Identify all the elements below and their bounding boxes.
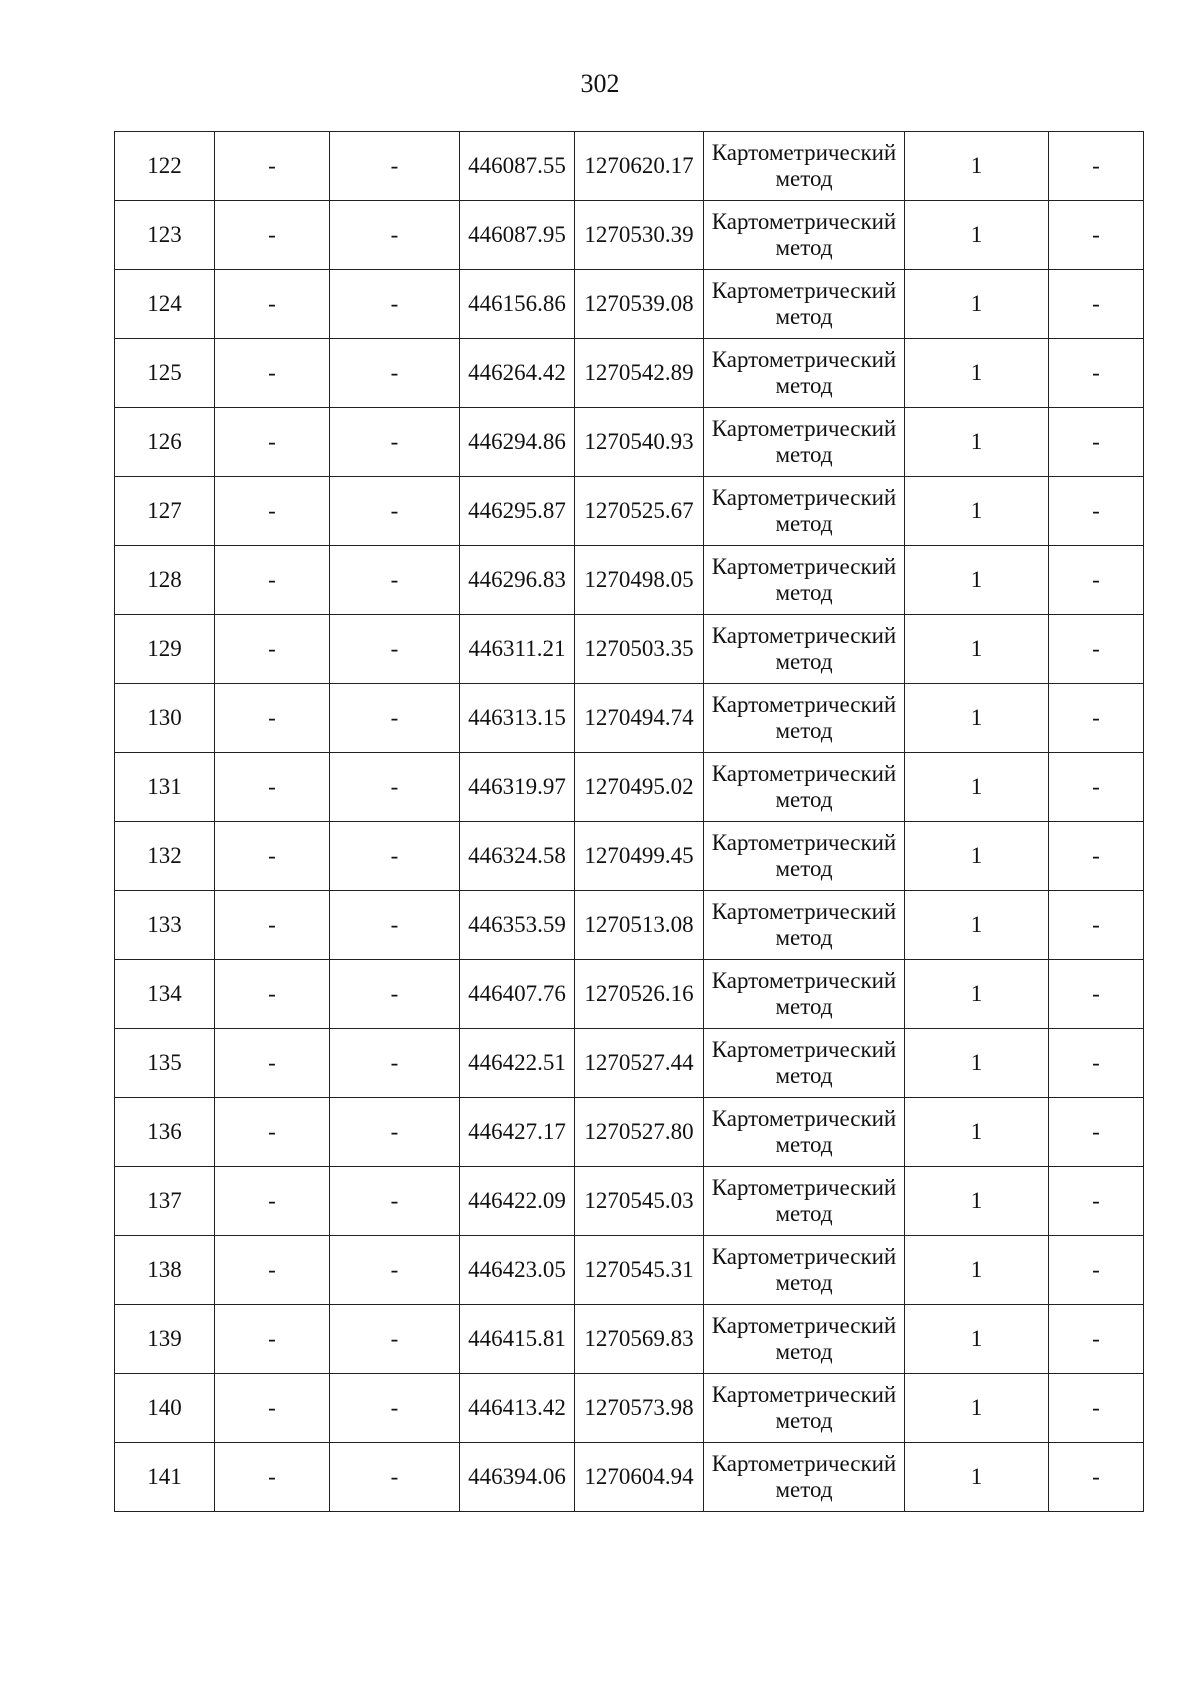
x-coordinate-cell: 446311.21 [460,615,575,684]
method-line-2: метод [775,373,833,398]
dash-cell: - [330,1305,460,1374]
point-number-cell: 128 [115,546,215,615]
x-coordinate-cell: 446087.55 [460,132,575,201]
table-row [115,684,1144,753]
method-cell [704,408,905,477]
x-coordinate-cell: 446313.15 [460,684,575,753]
method-cell [704,339,905,408]
x-coordinate-cell: 446427.17 [460,1098,575,1167]
method-cell [704,1443,905,1512]
x-coordinate-cell: 446413.42 [460,1374,575,1443]
table-row [115,822,1144,891]
coordinates-table [114,131,1144,1512]
dash-cell: - [1049,960,1144,1029]
method-cell [704,546,905,615]
dash-cell: - [1049,1167,1144,1236]
x-coordinate-cell: 446353.59 [460,891,575,960]
dash-cell: - [1049,1029,1144,1098]
dash-cell: - [330,891,460,960]
dash-cell: - [215,408,330,477]
point-number-cell: 130 [115,684,215,753]
accuracy-cell: 1 [905,132,1049,201]
accuracy-cell: 1 [905,408,1049,477]
table-row [115,477,1144,546]
method-line-2: метод [775,235,833,260]
accuracy-cell: 1 [905,684,1049,753]
method-line-2: метод [775,1477,833,1502]
method-line-1: Картометрический [711,1175,897,1200]
dash-cell: - [215,753,330,822]
x-coordinate-cell: 446264.42 [460,339,575,408]
method-line-1: Картометрический [711,692,897,717]
method-line-1: Картометрический [711,554,897,579]
y-coordinate-cell: 1270498.05 [575,546,704,615]
method-line-2: метод [775,1408,833,1433]
accuracy-cell: 1 [905,546,1049,615]
y-coordinate-cell: 1270545.31 [575,1236,704,1305]
table-row [115,960,1144,1029]
method-line-1: Картометрический [711,1382,897,1407]
accuracy-cell: 1 [905,891,1049,960]
point-number-cell: 134 [115,960,215,1029]
dash-cell: - [1049,684,1144,753]
dash-cell: - [1049,477,1144,546]
method-line-2: метод [775,580,833,605]
dash-cell: - [330,615,460,684]
point-number-cell: 123 [115,201,215,270]
method-line-1: Картометрический [711,485,897,510]
y-coordinate-cell: 1270513.08 [575,891,704,960]
dash-cell: - [1049,132,1144,201]
accuracy-cell: 1 [905,477,1049,546]
method-cell [704,960,905,1029]
dash-cell: - [330,408,460,477]
page-number: 302 [580,69,620,98]
method-line-2: метод [775,166,833,191]
method-line-2: метод [775,718,833,743]
x-coordinate-cell: 446087.95 [460,201,575,270]
dash-cell: - [1049,201,1144,270]
y-coordinate-cell: 1270545.03 [575,1167,704,1236]
method-line-1: Картометрический [711,1244,897,1269]
dash-cell: - [330,270,460,339]
method-line-1: Картометрический [711,968,897,993]
table-body [115,132,1144,1512]
method-line-2: метод [775,511,833,536]
method-line-2: метод [775,994,833,1019]
method-cell [704,270,905,339]
y-coordinate-cell: 1270530.39 [575,201,704,270]
y-coordinate-cell: 1270527.80 [575,1098,704,1167]
method-cell [704,753,905,822]
method-line-2: метод [775,649,833,674]
y-coordinate-cell: 1270495.02 [575,753,704,822]
dash-cell: - [215,132,330,201]
point-number-cell: 124 [115,270,215,339]
method-cell [704,615,905,684]
table-row [115,339,1144,408]
point-number-cell: 133 [115,891,215,960]
dash-cell: - [215,1167,330,1236]
method-cell [704,891,905,960]
dash-cell: - [1049,1305,1144,1374]
accuracy-cell: 1 [905,270,1049,339]
method-line-2: метод [775,856,833,881]
table-row [115,132,1144,201]
method-cell [704,1098,905,1167]
dash-cell: - [330,1167,460,1236]
accuracy-cell: 1 [905,753,1049,822]
dash-cell: - [215,684,330,753]
point-number-cell: 137 [115,1167,215,1236]
table-row [115,1305,1144,1374]
point-number-cell: 127 [115,477,215,546]
table-row [115,201,1144,270]
dash-cell: - [330,1098,460,1167]
table-row [115,891,1144,960]
point-number-cell: 122 [115,132,215,201]
method-line-1: Картометрический [711,209,897,234]
method-line-1: Картометрический [711,1451,897,1476]
dash-cell: - [215,1305,330,1374]
method-line-2: метод [775,1063,833,1088]
accuracy-cell: 1 [905,615,1049,684]
table-row [115,1029,1144,1098]
dash-cell: - [1049,1236,1144,1305]
table-row [115,615,1144,684]
table-row [115,1236,1144,1305]
dash-cell: - [1049,1374,1144,1443]
accuracy-cell: 1 [905,1098,1049,1167]
dash-cell: - [330,201,460,270]
dash-cell: - [215,270,330,339]
dash-cell: - [215,546,330,615]
dash-cell: - [1049,408,1144,477]
point-number-cell: 131 [115,753,215,822]
dash-cell: - [215,339,330,408]
accuracy-cell: 1 [905,1029,1049,1098]
method-line-1: Картометрический [711,899,897,924]
dash-cell: - [215,1098,330,1167]
dash-cell: - [330,546,460,615]
dash-cell: - [330,477,460,546]
dash-cell: - [215,615,330,684]
dash-cell: - [330,339,460,408]
dash-cell: - [330,684,460,753]
table-row [115,546,1144,615]
dash-cell: - [1049,822,1144,891]
method-line-2: метод [775,442,833,467]
method-line-2: метод [775,1339,833,1364]
point-number-cell: 135 [115,1029,215,1098]
y-coordinate-cell: 1270526.16 [575,960,704,1029]
table-row [115,270,1144,339]
accuracy-cell: 1 [905,201,1049,270]
dash-cell: - [1049,546,1144,615]
method-line-1: Картометрический [711,347,897,372]
method-cell [704,1305,905,1374]
x-coordinate-cell: 446296.83 [460,546,575,615]
method-line-1: Картометрический [711,140,897,165]
method-line-2: метод [775,1132,833,1157]
dash-cell: - [215,891,330,960]
dash-cell: - [330,1443,460,1512]
method-line-1: Картометрический [711,278,897,303]
dash-cell: - [1049,270,1144,339]
method-cell [704,201,905,270]
dash-cell: - [330,1374,460,1443]
y-coordinate-cell: 1270620.17 [575,132,704,201]
dash-cell: - [1049,1098,1144,1167]
method-line-1: Картометрический [711,623,897,648]
method-cell [704,1167,905,1236]
x-coordinate-cell: 446324.58 [460,822,575,891]
table-row [115,408,1144,477]
method-line-2: метод [775,304,833,329]
dash-cell: - [330,132,460,201]
method-cell [704,1029,905,1098]
y-coordinate-cell: 1270527.44 [575,1029,704,1098]
point-number-cell: 141 [115,1443,215,1512]
table-row [115,1374,1144,1443]
accuracy-cell: 1 [905,822,1049,891]
dash-cell: - [215,1374,330,1443]
accuracy-cell: 1 [905,960,1049,1029]
method-line-1: Картометрический [711,1106,897,1131]
y-coordinate-cell: 1270542.89 [575,339,704,408]
accuracy-cell: 1 [905,1443,1049,1512]
method-line-2: метод [775,925,833,950]
point-number-cell: 136 [115,1098,215,1167]
method-cell [704,1236,905,1305]
dash-cell: - [215,1029,330,1098]
y-coordinate-cell: 1270604.94 [575,1443,704,1512]
method-line-1: Картометрический [711,1037,897,1062]
x-coordinate-cell: 446407.76 [460,960,575,1029]
method-cell [704,1374,905,1443]
dash-cell: - [330,753,460,822]
point-number-cell: 139 [115,1305,215,1374]
point-number-cell: 126 [115,408,215,477]
x-coordinate-cell: 446394.06 [460,1443,575,1512]
table-row [115,1167,1144,1236]
method-line-1: Картометрический [711,761,897,786]
y-coordinate-cell: 1270499.45 [575,822,704,891]
x-coordinate-cell: 446156.86 [460,270,575,339]
x-coordinate-cell: 446415.81 [460,1305,575,1374]
y-coordinate-cell: 1270540.93 [575,408,704,477]
dash-cell: - [215,1236,330,1305]
point-number-cell: 140 [115,1374,215,1443]
method-line-1: Картометрический [711,830,897,855]
dash-cell: - [1049,1443,1144,1512]
method-line-2: метод [775,1270,833,1295]
accuracy-cell: 1 [905,1305,1049,1374]
dash-cell: - [330,822,460,891]
accuracy-cell: 1 [905,1236,1049,1305]
y-coordinate-cell: 1270539.08 [575,270,704,339]
dash-cell: - [1049,339,1144,408]
table-row [115,1098,1144,1167]
dash-cell: - [330,1029,460,1098]
x-coordinate-cell: 446319.97 [460,753,575,822]
y-coordinate-cell: 1270569.83 [575,1305,704,1374]
table-row [115,1443,1144,1512]
point-number-cell: 129 [115,615,215,684]
dash-cell: - [1049,615,1144,684]
point-number-cell: 125 [115,339,215,408]
method-cell [704,684,905,753]
table-row [115,753,1144,822]
x-coordinate-cell: 446294.86 [460,408,575,477]
method-cell [704,132,905,201]
dash-cell: - [215,960,330,1029]
method-line-1: Картометрический [711,1313,897,1338]
dash-cell: - [330,1236,460,1305]
method-line-2: метод [775,787,833,812]
accuracy-cell: 1 [905,1374,1049,1443]
x-coordinate-cell: 446423.05 [460,1236,575,1305]
dash-cell: - [215,201,330,270]
method-line-1: Картометрический [711,416,897,441]
method-cell [704,822,905,891]
point-number-cell: 138 [115,1236,215,1305]
dash-cell: - [1049,891,1144,960]
point-number-cell: 132 [115,822,215,891]
y-coordinate-cell: 1270494.74 [575,684,704,753]
method-cell [704,477,905,546]
y-coordinate-cell: 1270503.35 [575,615,704,684]
dash-cell: - [330,960,460,1029]
accuracy-cell: 1 [905,339,1049,408]
x-coordinate-cell: 446422.51 [460,1029,575,1098]
dash-cell: - [215,477,330,546]
dash-cell: - [215,1443,330,1512]
x-coordinate-cell: 446295.87 [460,477,575,546]
accuracy-cell: 1 [905,1167,1049,1236]
dash-cell: - [215,822,330,891]
method-line-2: метод [775,1201,833,1226]
x-coordinate-cell: 446422.09 [460,1167,575,1236]
y-coordinate-cell: 1270525.67 [575,477,704,546]
y-coordinate-cell: 1270573.98 [575,1374,704,1443]
dash-cell: - [1049,753,1144,822]
